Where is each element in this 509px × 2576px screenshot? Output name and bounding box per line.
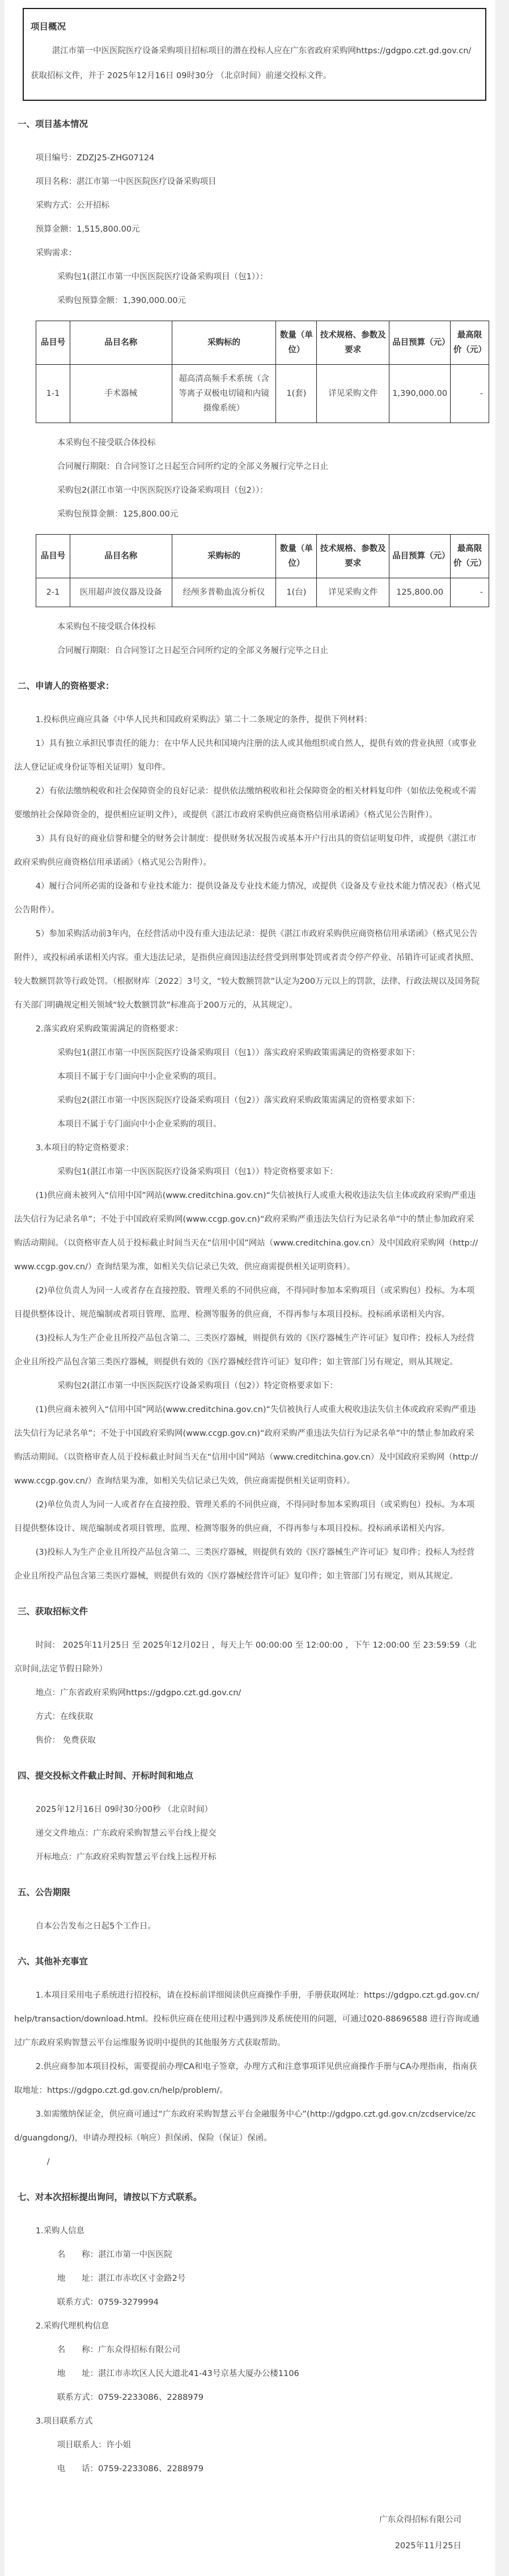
table-cell: - [451, 365, 489, 423]
overview-body: 湛江市第一中医医院医疗设备采购项目招标项目的潜在投标人应在广东省政府采购网https://gdgpo.czt.gd.gov.cn/获取招标文件，并于 2025年12月16日 09时30分 （北京时间）前递交投标文件。 [31, 46, 472, 80]
table-cell: 1-1 [36, 365, 70, 423]
column-header: 技术规格、参数及要求 [317, 321, 389, 365]
paragraph: 递交文件地点：广东政府采购智慧云平台线上提交 [35, 1829, 217, 1838]
paragraph: 采购包2(湛江市第一中医医院医疗设备采购项目（包2））： [57, 486, 268, 495]
paragraph: 2025年12月16日 09时30分00秒 （北京时间） [35, 1805, 213, 1814]
paragraph: 采购包1(湛江市第一中医医院医疗设备采购项目（包1））落实政府采购政策需满足的资格要求如下： [57, 1048, 421, 1057]
column-header: 品目号 [36, 535, 70, 578]
paragraph: 采购包2(湛江市第一中医医院医疗设备采购项目（包2））落实政府采购政策需满足的资格要求如下： [57, 1096, 421, 1105]
table-cell: 1(套) [276, 365, 317, 423]
paragraph: 2.落实政府采购政策需满足的资格要求： [35, 1025, 184, 1034]
paragraph: 时间： 2025年11月25日 至 2025年12月02日 ，每天上午 00:00:00 至 12:00:00 ，下午 12:00:00 至 23:59:59（北京时间,法定节假日除外） [14, 1641, 477, 1674]
paragraph: 1.采购人信息 [35, 2227, 85, 2236]
paragraph: 本项目不属于专门面向中小企业采购的项目。 [57, 1072, 222, 1081]
paragraph: 2.采购代理机构信息 [35, 2322, 109, 2331]
table-cell: 超高清高频手术系统（含等离子双极电切镜和内镜摄像系统） [172, 365, 276, 423]
paragraph: 2.供应商参加本项目投标，需要提前办理CA和电子签章，办理方式和注意事项详见供应商操作手册与CA办理指南，指南获取地址：https://gdgpo.czt.gd.gov.cn/help/problem/。 [14, 2062, 477, 2095]
paragraph: 1.投标供应商应具备《中华人民共和国政府采购法》第二十二条规定的条件，提供下列材料： [35, 715, 372, 724]
column-header: 品目号 [36, 321, 70, 365]
column-header: 品目名称 [70, 321, 172, 365]
table-cell: 1,390,000.00 [389, 365, 451, 423]
table-cell: - [451, 578, 489, 607]
paragraph: / [46, 2157, 50, 2166]
column-header: 数量（单位） [276, 535, 317, 578]
column-header: 采购标的 [172, 321, 276, 365]
project-overview-box [23, 8, 486, 101]
column-header: 最高限价（元） [451, 535, 489, 578]
paragraph: 项目联系人：许小姐 [57, 2441, 132, 2450]
paragraph: 地点：广东省政府采购网https://gdgpo.czt.gd.gov.cn/ [35, 1688, 241, 1698]
paragraph: 采购包1(湛江市第一中医医院医疗设备采购项目（包1））特定资格要求如下： [57, 1167, 338, 1176]
paragraph: 3.项目联系方式 [35, 2417, 93, 2426]
paragraph: 采购需求： [35, 249, 77, 258]
table-cell: 详见采购文件 [317, 578, 389, 607]
column-header: 品目名称 [70, 535, 172, 578]
document-body [14, 116, 487, 2481]
column-header: 技术规格、参数及要求 [317, 535, 389, 578]
table-cell: 详见采购文件 [317, 365, 389, 423]
column-header: 采购标的 [172, 535, 276, 578]
paragraph: 5）参加采购活动前3年内，在经营活动中没有重大违法记录：提供《湛江市政府采购供应商资格信用承诺函》（格式见公告附件），或投标函承诺相关内容。重大违法记录，是指供应商因违法经营受到刑事处罚或者责令停产停业、吊销许可证或者执照、较大数额罚款等行政处罚。（根据财库〔2022〕3号文，“较大数额罚款”认定为200万元以上的罚款，法律、行政法规以及国务院有关部门明确规定相关领域“较大数额罚款”标准高于200万元的，从其规定）。 [14, 929, 480, 1010]
paragraph: 3）具有良好的商业信誉和健全的财务会计制度：提供财务状况报告或基本开户行出具的资信证明复印件，或提供《湛江市政府采购供应商资格信用承诺函》（格式见公告附件）。 [14, 834, 477, 867]
paragraph: 项目名称：湛江市第一中医医院医疗设备采购项目 [35, 177, 217, 186]
paragraph: 名 称：湛江市第一中医医院 [57, 2250, 172, 2259]
paragraph: (3)投标人为生产企业且所投产品包含第二、三类医疗器械，则提供有效的《医疗器械生产许可证》复印件；投标人为经营企业且所投产品包含第三类医疗器械，则提供有效的《医疗器械经营许可证》复印件；如主管部门另有规定，则从其规定。 [14, 1334, 475, 1367]
paragraph: 自本公告发布之日起5个工作日。 [35, 1922, 156, 1931]
column-header: 最高限价（元） [451, 321, 489, 365]
table-cell: 1(台) [276, 578, 317, 607]
paragraph: (3)投标人为生产企业且所投产品包含第二、三类医疗器械，则提供有效的《医疗器械生产许可证》复印件；投标人为经营企业且所投产品包含第三类医疗器械，则提供有效的《医疗器械经营许可证》复印件；如主管部门另有规定，则从其规定。 [14, 1548, 475, 1581]
section-heading: 一、项目基本情况 [18, 119, 88, 129]
section-heading: 二、申请人的资格要求： [18, 681, 114, 691]
column-header: 品目预算（元） [389, 321, 451, 365]
paragraph: 地 址：湛江市赤坎区寸金路2号 [57, 2274, 186, 2283]
paragraph: 3.本项目的特定资格要求： [35, 1144, 134, 1153]
paragraph: 1.本项目采用电子系统进行招投标，请在投标前详细阅读供应商操作手册，手册获取网址：https://gdgpo.czt.gd.gov.cn/help/transaction/download.html。投标供应商在使用过程中遇到涉及系统使用的问题，可通过020-88696588 进行咨询或通过广东政府采购智慧云平台运维服务说明中提供的其他服务方式获取帮助。 [14, 1991, 480, 2048]
agency-signature: 广东众得招标有限公司 [379, 2515, 461, 2524]
paragraph: 电 话：0759-2233086、2288979 [57, 2464, 203, 2473]
paragraph: 项目编号：ZDZJ25-ZHG07124 [35, 153, 155, 163]
paragraph: 采购包2(湛江市第一中医医院医疗设备采购项目（包2））特定资格要求如下： [57, 1381, 338, 1391]
column-header: 数量（单位） [276, 321, 317, 365]
paragraph: 1）具有独立承担民事责任的能力：在中华人民共和国境内注册的法人或其他组织或自然人，提供有效的营业执照（或事业法人登记证或身份证等相关证明）复印件。 [14, 739, 477, 772]
paragraph: 3.如需缴纳保证金，供应商可通过“广东政府采购智慧云平台金融服务中心”(http://gdgpo.czt.gd.gov.cn/zcdservice/zcd/guangdong/)，申请办理投标（响应）担保函、保险（保证）保函。 [14, 2110, 476, 2143]
table-header-row [36, 535, 489, 578]
paragraph: 联系方式：0759-3279994 [57, 2298, 159, 2307]
paragraph: 合同履行期限：自合同签订之日起至合同所约定的全部义务履行完毕之日止 [57, 646, 329, 655]
paragraph: 本采购包不接受联合体投标 [57, 622, 156, 632]
paragraph: 采购包预算金额：125,800.00元 [57, 510, 179, 519]
announcement-page [5, 0, 495, 2576]
paragraph: 联系方式：0759-2233086、2288979 [57, 2393, 203, 2402]
table-cell: 2-1 [36, 578, 70, 607]
paragraph: 采购包1(湛江市第一中医医院医疗设备采购项目（包1））： [57, 272, 268, 282]
column-header: 品目预算（元） [389, 535, 451, 578]
table-cell: 医用超声波仪器及设备 [70, 578, 172, 607]
paragraph: 开标地点：广东政府采购智慧云平台线上远程开标 [35, 1853, 217, 1862]
overview-title: 项目概况 [31, 22, 66, 32]
table-row [36, 578, 489, 607]
paragraph: 采购包预算金额：1,390,000.00元 [57, 296, 186, 305]
paragraph: 预算金额：1,515,800.00元 [35, 225, 140, 234]
paragraph: 本采购包不接受联合体投标 [57, 438, 156, 447]
package2-items-table [36, 534, 489, 607]
table-cell: 经颅多普勒血流分析仪 [172, 578, 276, 607]
table-row [36, 365, 489, 423]
paragraph: (1)供应商未被列入“信用中国”网站(www.creditchina.gov.cn)“失信被执行人或重大税收违法失信主体或政府采购严重违法失信行为记录名单”；不处于中国政府采购网(www.ccgp.gov.cn)“政府采购严重违法失信行为记录名单”中的禁止参加政府采购活动期间。（以资格审查人员于投标截止时间当天在“信用中国”网站（www.creditchina.gov.cn）及中国政府采购网（http://www.ccgp.gov.cn/）查询结果为准，如相关失信记录已失效，供应商需提供相关证明资料）。 [14, 1191, 478, 1272]
paragraph: 合同履行期限：自合同签订之日起至合同所约定的全部义务履行完毕之日止 [57, 462, 329, 471]
section-heading: 四、提交投标文件截止时间、开标时间和地点 [18, 1771, 194, 1781]
paragraph: (2)单位负责人为同一人或者存在直接控股、管理关系的不同供应商，不得同时参加本采购项目（或采购包）投标。为本项目提供整体设计、规范编制或者项目管理、监理、检测等服务的供应商，不得再参与本项目投标。投标函承诺相关内容。 [14, 1500, 475, 1533]
paragraph: 2）有依法缴纳税收和社会保障资金的良好记录：提供依法缴纳税收和社会保障资金的相关材料复印件（如依法免税或不需要缴纳社会保障资金的，提供相应证明文件），或提供《湛江市政府采购供应商资格信用承诺函》（格式见公告附件）。 [14, 787, 477, 820]
section-heading: 六、其他补充事宜 [18, 1956, 88, 1967]
paragraph: (2)单位负责人为同一人或者存在直接控股、管理关系的不同供应商，不得同时参加本采购项目（或采购包）投标。为本项目提供整体设计、规范编制或者项目管理、监理、检测等服务的供应商，不得再参与本项目投标。投标函承诺相关内容。 [14, 1286, 475, 1319]
table-cell: 125,800.00 [389, 578, 451, 607]
paragraph: 4）履行合同所必需的设备和专业技术能力：提供设备及专业技术能力情况，或提供《设备及专业技术能力情况表》（格式见公告附件）。 [14, 882, 481, 915]
section-heading: 五、公告期限 [18, 1887, 71, 1897]
package1-items-table [36, 321, 489, 423]
section-heading: 七、对本次招标提出询问，请按以下方式联系。 [18, 2192, 202, 2202]
announcement-date: 2025年11月25日 [395, 2541, 461, 2551]
paragraph: 本项目不属于专门面向中小企业采购的项目。 [57, 1120, 222, 1129]
paragraph: 售价： 免费获取 [35, 1736, 96, 1745]
paragraph: (1)供应商未被列入“信用中国”网站(www.creditchina.gov.cn)“失信被执行人或重大税收违法失信主体或政府采购严重违法失信行为记录名单”；不处于中国政府采购网(www.ccgp.gov.cn)“政府采购严重违法失信行为记录名单”中的禁止参加政府采购活动期间。（以资格审查人员于投标截止时间当天在“信用中国”网站（www.creditchina.gov.cn）及中国政府采购网（http://www.ccgp.gov.cn/）查询结果为准，如相关失信记录已失效，供应商需提供相关证明资料）。 [14, 1405, 478, 1486]
table-cell: 手术器械 [70, 365, 172, 423]
section-heading: 三、获取招标文件 [18, 1606, 88, 1617]
paragraph: 地 址：湛江市赤坎区人民大道北41-43号京基大厦办公楼1106 [57, 2369, 299, 2378]
paragraph: 名 称：广东众得招标有限公司 [57, 2345, 181, 2355]
signature-block [14, 2507, 482, 2559]
table-header-row [36, 321, 489, 365]
paragraph: 采购方式：公开招标 [35, 201, 110, 210]
paragraph: 方式：在线获取 [35, 1712, 94, 1721]
